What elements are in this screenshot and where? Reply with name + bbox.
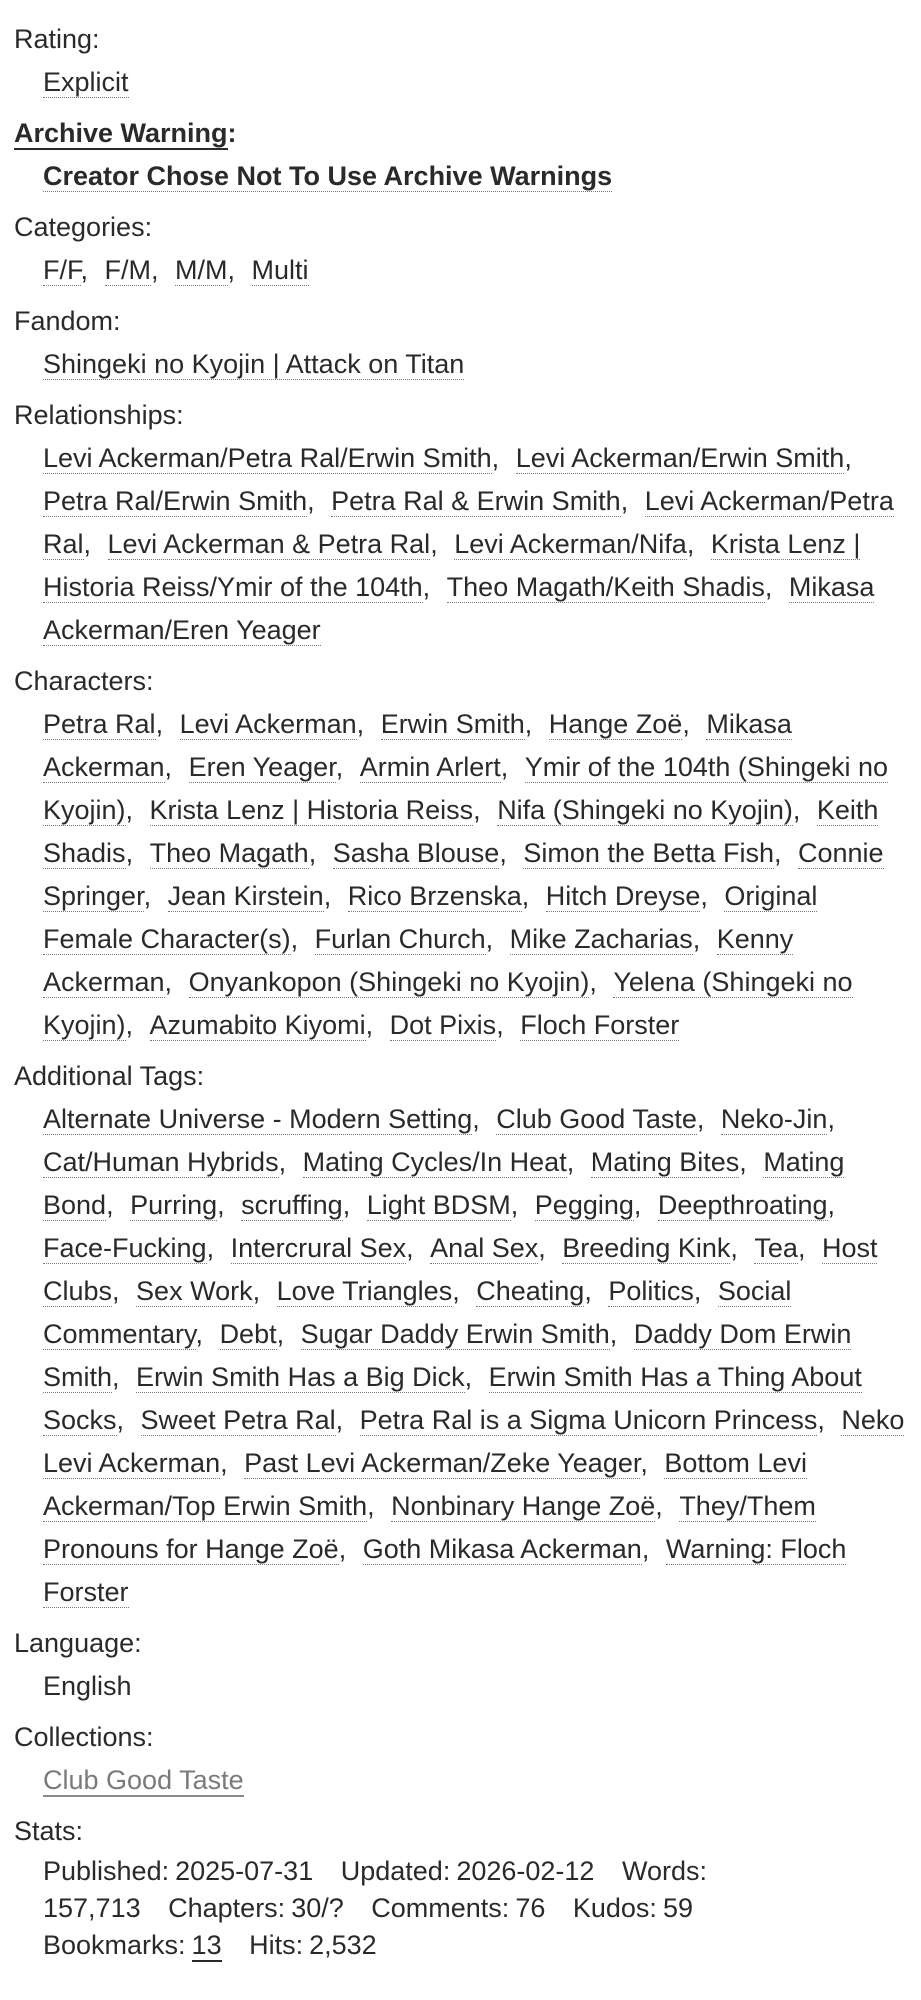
character-tag[interactable]: Original Female Character(s) (43, 881, 818, 954)
freeform-tag[interactable]: Bottom Levi Ackerman/Top Erwin Smith (43, 1448, 807, 1521)
character-tag[interactable]: Ymir of the 104th (Shingeki no Kyojin) (43, 752, 888, 825)
tag-separator: , (151, 255, 167, 285)
relationship-tag[interactable]: Levi Ackerman/Nifa (454, 529, 687, 559)
tag-separator: , (633, 1190, 649, 1220)
stat-bookmarks-link[interactable]: 13 (191, 1930, 222, 1960)
stat-updated-value: 2026-02-12 (456, 1856, 595, 1886)
character-tag[interactable]: Keith Shadis (43, 795, 879, 868)
tag-separator: , (365, 1010, 381, 1040)
tag-separator: , (655, 1491, 671, 1521)
tag-separator: , (696, 1104, 712, 1134)
categories-field (14, 206, 911, 292)
rating-tag[interactable]: Explicit (43, 67, 129, 97)
stat-words-label: Words: (621, 1856, 707, 1886)
tag-separator: , (524, 709, 540, 739)
stat-chapters-value: 30/? (291, 1893, 344, 1923)
character-tag[interactable]: Yelena (Shingeki no Kyojin) (43, 967, 853, 1040)
character-tag[interactable]: Krista Lenz | Historia Reiss (149, 795, 474, 825)
tag-separator: , (473, 795, 489, 825)
relationship-tag[interactable]: Krista Lenz | Historia Reiss/Ymir of the 104th (43, 529, 861, 602)
character-tag[interactable]: Simon the Betta Fish (523, 838, 774, 868)
category-tags (14, 249, 911, 292)
tag-separator: , (496, 1010, 512, 1040)
relationship-tag[interactable]: Petra Ral/Erwin Smith (43, 486, 308, 516)
tag-separator: , (641, 1534, 657, 1564)
tag-separator: , (125, 795, 141, 825)
tag-separator: , (797, 1233, 813, 1263)
tag-separator: , (510, 1190, 526, 1220)
freeform-tag[interactable]: Erwin Smith Has a Thing About Socks (43, 1362, 862, 1435)
stat-comments-value: 76 (515, 1893, 546, 1923)
freeform-tag[interactable]: Club Good Taste (496, 1104, 697, 1134)
tag-separator: , (538, 1233, 554, 1263)
stat-published-label: Published: (43, 1856, 170, 1886)
freeform-tag[interactable]: Mating Cycles/In Heat (302, 1147, 567, 1177)
character-tag[interactable]: Dot Pixis (389, 1010, 497, 1040)
warning-tag[interactable]: Creator Chose Not To Use Archive Warnings (43, 161, 613, 191)
freeform-tag[interactable]: Cat/Human Hybrids (43, 1147, 279, 1177)
tag-separator: , (693, 1276, 709, 1306)
stat-words (43, 1893, 141, 1923)
freeform-tag[interactable]: Erwin Smith Has a Big Dick (136, 1362, 465, 1392)
tag-separator: , (827, 1190, 836, 1220)
collections-label: Collections: (14, 1722, 154, 1752)
character-tag[interactable]: Connie Springer (43, 838, 884, 911)
tag-separator: , (155, 709, 171, 739)
freeform-tag[interactable]: Sugar Daddy Erwin Smith (300, 1319, 610, 1349)
relationship-tag[interactable]: Levi Ackerman/Petra Ral (43, 486, 894, 559)
category-tag[interactable]: F/M (104, 255, 152, 285)
freeform-tag[interactable]: Goth Mikasa Ackerman (362, 1534, 642, 1564)
fandom-label: Fandom: (14, 306, 121, 336)
stat-comments (371, 1893, 545, 1923)
freeform-tag[interactable]: Intercrural Sex (230, 1233, 407, 1263)
additional-tag-list (14, 1098, 911, 1614)
tag-separator: , (335, 1405, 351, 1435)
stats-list (14, 1853, 911, 1964)
tag-separator: , (464, 1362, 480, 1392)
tag-separator: , (217, 1190, 233, 1220)
stat-bookmarks (43, 1930, 222, 1960)
tag-separator: , (730, 1233, 746, 1263)
tag-separator: , (307, 486, 323, 516)
stat-chapters-label: Chapters: (168, 1893, 286, 1923)
character-tag[interactable]: Levi Ackerman (179, 709, 357, 739)
character-tag[interactable]: Eren Yeager (188, 752, 336, 782)
fandom-field (14, 300, 911, 386)
characters-field (14, 660, 911, 1047)
tag-separator: , (278, 1147, 294, 1177)
stat-published-value: 2025-07-31 (175, 1856, 314, 1886)
warning-label (14, 112, 911, 155)
tag-separator: , (227, 255, 243, 285)
tag-separator: , (589, 967, 605, 997)
freeform-tag[interactable]: Sweet Petra Ral (140, 1405, 336, 1435)
relationship-tags (14, 437, 911, 652)
stats-field (14, 1810, 911, 1964)
tag-separator: , (640, 1448, 656, 1478)
rating-field (14, 18, 911, 104)
tag-separator: , (792, 795, 808, 825)
category-tag[interactable]: Multi (251, 255, 309, 285)
relationships-field (14, 394, 911, 652)
tag-separator: , (817, 1405, 833, 1435)
characters-label: Characters: (14, 666, 154, 696)
character-tag[interactable]: Kenny Ackerman (43, 924, 794, 997)
freeform-tag[interactable]: Host Clubs (43, 1233, 878, 1306)
character-tag[interactable]: Sasha Blouse (332, 838, 500, 868)
character-tag[interactable]: Onyankopon (Shingeki no Kyojin) (188, 967, 590, 997)
category-tag[interactable]: M/M (175, 255, 228, 285)
freeform-tag[interactable]: Mating Bond (43, 1147, 845, 1220)
relationship-tag[interactable]: Mikasa Ackerman/Eren Yeager (43, 572, 875, 645)
tag-separator: , (164, 967, 180, 997)
tag-separator: , (773, 838, 789, 868)
tag-separator: , (83, 529, 99, 559)
stat-updated (341, 1856, 595, 1886)
relationship-tag[interactable]: Petra Ral & Erwin Smith (331, 486, 621, 516)
tag-separator: , (335, 752, 351, 782)
tag-separator: , (367, 1491, 383, 1521)
tag-separator: , (499, 838, 515, 868)
tag-separator: , (116, 1405, 132, 1435)
tag-separator: , (844, 443, 852, 473)
tag-separator: , (739, 1147, 755, 1177)
character-tag[interactable]: Nifa (Shingeki no Kyojin) (497, 795, 793, 825)
tag-separator: , (686, 529, 702, 559)
character-tag[interactable]: Azumabito Kiyomi (149, 1010, 366, 1040)
tag-separator: , (125, 1010, 141, 1040)
warning-label-link[interactable]: Archive Warning (14, 118, 228, 148)
category-tag[interactable]: F/F (43, 255, 81, 285)
tag-separator: , (472, 1104, 488, 1134)
language-value: English (43, 1671, 132, 1701)
tag-separator: , (584, 1276, 600, 1306)
tag-separator: , (356, 709, 372, 739)
freeform-tag[interactable]: Anal Sex (430, 1233, 539, 1263)
freeform-tag[interactable]: Warning: Floch Forster (43, 1534, 847, 1607)
freeform-tag[interactable]: Past Levi Ackerman/Zeke Yeager (244, 1448, 641, 1478)
character-tag[interactable]: Rico Brzenska (347, 881, 522, 911)
stat-hits-value: 2,532 (309, 1930, 377, 1960)
relationships-label: Relationships: (14, 400, 184, 430)
character-tag[interactable]: Petra Ral (43, 709, 156, 739)
freeform-tag[interactable]: Purring (130, 1190, 218, 1220)
tag-separator: , (700, 881, 716, 911)
stat-kudos (573, 1893, 693, 1923)
tag-separator: , (252, 1276, 268, 1306)
fandom-tag[interactable]: Shingeki no Kyojin | Attack on Titan (43, 349, 465, 379)
additional-tags-field (14, 1055, 911, 1614)
freeform-tag[interactable]: Daddy Dom Erwin Smith (43, 1319, 852, 1392)
relationship-tag[interactable]: Levi Ackerman & Petra Ral (107, 529, 431, 559)
tag-separator: , (521, 881, 537, 911)
freeform-tag[interactable]: Light BDSM (366, 1190, 511, 1220)
tag-separator: , (620, 486, 636, 516)
freeform-tag[interactable]: Deepthroating (657, 1190, 828, 1220)
relationship-tag[interactable]: Levi Ackerman/Petra Ral/Erwin Smith (43, 443, 492, 473)
tag-separator: , (206, 1233, 222, 1263)
freeform-tag[interactable]: Neko Levi Ackerman (43, 1405, 905, 1478)
language-label: Language: (14, 1628, 142, 1658)
stat-words-label-wrap (622, 1856, 713, 1886)
character-tag[interactable]: Mikasa Ackerman (43, 709, 792, 782)
collection-link[interactable]: Club Good Taste (43, 1765, 244, 1795)
freeform-tag[interactable]: Neko-Jin (720, 1104, 828, 1134)
freeform-tag[interactable]: Face-Fucking (43, 1233, 207, 1263)
character-tag[interactable]: Furlan Church (314, 924, 486, 954)
tag-separator: , (290, 924, 306, 954)
character-tag[interactable]: Mike Zacharias (509, 924, 693, 954)
freeform-tag[interactable]: Cheating (476, 1276, 585, 1306)
tag-separator: , (827, 1104, 835, 1134)
tag-separator: , (112, 1276, 128, 1306)
warning-field (14, 112, 911, 198)
tag-separator: , (80, 255, 96, 285)
freeform-tag[interactable]: Mating Bites (590, 1147, 740, 1177)
tag-separator: , (220, 1448, 236, 1478)
tag-separator: , (485, 924, 501, 954)
freeform-tag[interactable]: Alternate Universe - Modern Setting (43, 1104, 473, 1134)
freeform-tag[interactable]: Nonbinary Hange Zoë (391, 1491, 656, 1521)
freeform-tag[interactable]: Sex Work (136, 1276, 253, 1306)
collections-field (14, 1716, 911, 1802)
stat-updated-label: Updated: (340, 1856, 451, 1886)
tag-separator: , (566, 1147, 582, 1177)
tag-separator: , (112, 1362, 128, 1392)
tag-separator: , (276, 1319, 292, 1349)
tag-separator: , (164, 752, 180, 782)
stat-words-value: 157,713 (43, 1893, 141, 1923)
tag-separator: , (308, 838, 324, 868)
freeform-tag[interactable]: They/Them Pronouns for Hange Zoë (43, 1491, 816, 1564)
stats-label: Stats: (14, 1816, 84, 1846)
tag-separator: , (422, 572, 438, 602)
additional-tags-label: Additional Tags: (14, 1061, 205, 1091)
categories-label: Categories: (14, 212, 153, 242)
warning-label-colon: : (227, 118, 237, 148)
character-tag[interactable]: Armin Arlert (359, 752, 501, 782)
character-tag[interactable]: Jean Kirstein (167, 881, 324, 911)
relationship-tag[interactable]: Levi Ackerman/Erwin Smith (515, 443, 845, 473)
tag-separator: , (682, 709, 698, 739)
freeform-tag[interactable]: Breeding Kink (562, 1233, 731, 1263)
tag-separator: , (323, 881, 339, 911)
tag-separator: , (106, 1190, 122, 1220)
freeform-tag[interactable]: Tea (754, 1233, 798, 1263)
tag-separator: , (452, 1276, 468, 1306)
tag-separator: , (195, 1319, 211, 1349)
stat-kudos-label: Kudos: (572, 1893, 657, 1923)
tag-separator: , (125, 838, 141, 868)
fandom-tags (14, 343, 911, 386)
tag-separator: , (338, 1534, 354, 1564)
tag-separator: , (491, 443, 507, 473)
stat-comments-label: Comments: (371, 1893, 510, 1923)
freeform-tag[interactable]: Debt (219, 1319, 277, 1349)
freeform-tag[interactable]: Petra Ral is a Sigma Unicorn Princess (359, 1405, 818, 1435)
tag-separator: , (500, 752, 516, 782)
rating-tags (14, 61, 911, 104)
character-tag[interactable]: Floch Forster (520, 1010, 680, 1040)
character-tag[interactable]: Erwin Smith (380, 709, 525, 739)
stat-chapters (168, 1893, 344, 1923)
freeform-tag[interactable]: Pegging (534, 1190, 634, 1220)
rating-label: Rating: (14, 24, 100, 54)
freeform-tag[interactable]: Politics (608, 1276, 694, 1306)
character-tag[interactable]: Theo Magath (149, 838, 309, 868)
character-tag[interactable]: Hange Zoë (548, 709, 683, 739)
stat-hits (249, 1930, 377, 1960)
tag-separator: , (764, 572, 780, 602)
tag-separator: , (342, 1190, 358, 1220)
tag-separator: , (143, 881, 159, 911)
freeform-tag[interactable]: scruffing (241, 1190, 343, 1220)
character-tags (14, 703, 911, 1047)
language-field (14, 1622, 911, 1708)
stat-published (43, 1856, 313, 1886)
tag-separator: , (406, 1233, 422, 1263)
tag-separator: , (430, 529, 446, 559)
freeform-tag[interactable]: Social Commentary (43, 1276, 792, 1349)
stat-bookmarks-label: Bookmarks: (43, 1930, 186, 1960)
character-tag[interactable]: Hitch Dreyse (545, 881, 701, 911)
tag-separator: , (692, 924, 708, 954)
tag-separator: , (609, 1319, 625, 1349)
stat-kudos-value: 59 (662, 1893, 693, 1923)
relationship-tag[interactable]: Theo Magath/Keith Shadis (446, 572, 765, 602)
stat-hits-label: Hits: (249, 1930, 304, 1960)
warning-tags (14, 155, 911, 198)
freeform-tag[interactable]: Love Triangles (276, 1276, 453, 1306)
